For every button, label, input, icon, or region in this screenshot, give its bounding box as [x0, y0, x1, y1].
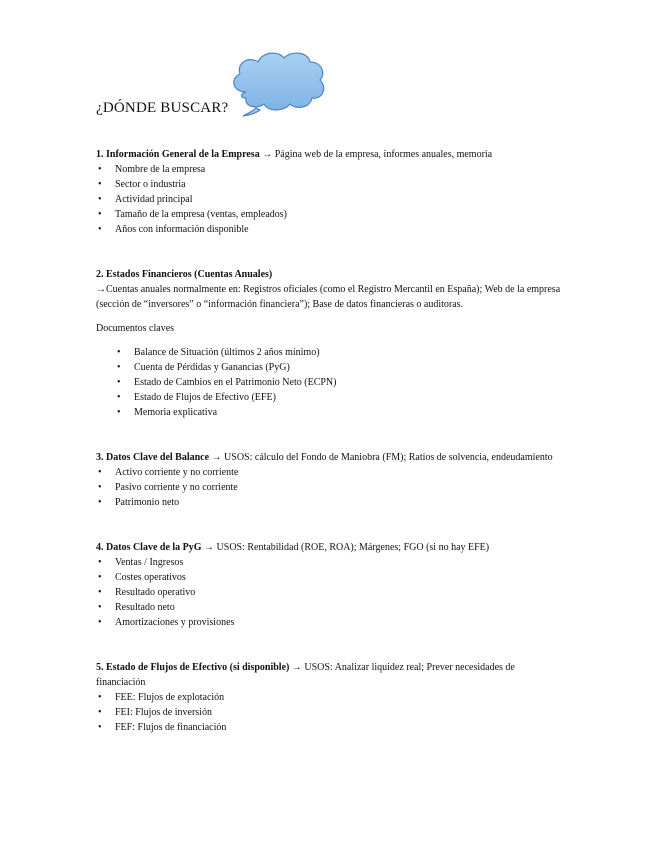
section-4-heading: 4. Datos Clave de la PyG → USOS: Rentabilidad (ROE, ROA); Márgenes; FGO (si no hay EFE) — [96, 542, 490, 553]
list-item: • Cuenta de Pérdidas y Ganancias (PyG) — [96, 360, 566, 375]
section-2-note-paragraph — [96, 282, 566, 312]
section-1-note: Página web de la empresa, informes anuales, memoria — [274, 149, 493, 160]
list-item: • Ventas / Ingresos — [96, 555, 566, 570]
list-item: • Nombre de la empresa — [96, 162, 566, 177]
arrow-right-icon: → — [291, 662, 302, 673]
section-3-note: USOS: cálculo del Fondo de Maniobra (FM); Ratios de solvencia, endeudamiento — [224, 452, 553, 463]
arrow-right-icon: → — [262, 149, 273, 160]
section-3-title: Datos Clave del Balance — [106, 452, 210, 463]
list-item: • Amortizaciones y provisiones — [96, 615, 566, 630]
section-cash-flows — [96, 660, 566, 735]
list-item: • FEF: Flujos de financiación — [96, 720, 566, 735]
section-1-title: Información General de la Empresa — [106, 149, 260, 160]
arrow-right-icon: → — [96, 284, 106, 295]
section-general-info — [96, 147, 566, 237]
list-item: • Estado de Flujos de Efectivo (EFE) — [96, 390, 566, 405]
page-title: ¿DÓNDE BUSCAR? — [96, 100, 229, 116]
section-4-note: USOS: Rentabilidad (ROE, ROA); Márgenes; FGO (si no hay EFE) — [216, 542, 490, 553]
list-item: • Resultado neto — [96, 600, 566, 615]
section-balance-data — [96, 450, 566, 510]
list-item: • Resultado operativo — [96, 585, 566, 600]
list-item: • Activo corriente y no corriente — [96, 465, 566, 480]
list-item: • Memoria explicativa — [96, 405, 566, 420]
list-item: • Tamaño de la empresa (ventas, empleados) — [96, 207, 566, 222]
document-body — [96, 147, 566, 735]
list-item: • Actividad principal — [96, 192, 566, 207]
section-2-list — [96, 345, 566, 420]
section-1-number: 1 — [96, 149, 101, 160]
documents-label: Documentos claves — [96, 323, 175, 334]
section-3-list — [96, 465, 566, 510]
section-5-heading: 5. Estado de Flujos de Efectivo (si disponible) → USOS: Analizar liquidez real; Prever necesidades de financiación — [96, 662, 515, 688]
list-item: • FEI: Flujos de inversión — [96, 705, 566, 720]
section-2-number: 2 — [96, 269, 101, 280]
list-item: • Costes operativos — [96, 570, 566, 585]
section-5-number: 5 — [96, 662, 101, 673]
section-4-number: 4 — [96, 542, 101, 553]
section-1-list — [96, 162, 566, 237]
section-2-note: Cuentas anuales normalmente en: Registros oficiales (como el Registro Mercantil en España); Web de la empresa (sección de “inversores” o “información financiera”); Base de datos financieras o auditoras. — [96, 284, 561, 310]
section-financial-statements — [96, 267, 566, 420]
section-4-title: Datos Clave de la PyG — [106, 542, 202, 553]
list-item: • Balance de Situación (últimos 2 años mínimo) — [96, 345, 566, 360]
section-5-note: USOS: Analizar liquidez real; Prever necesidades de financiación — [96, 662, 515, 688]
section-3-number: 3 — [96, 452, 101, 463]
list-item: • Años con información disponible — [96, 222, 566, 237]
section-5-list — [96, 690, 566, 735]
section-4-list — [96, 555, 566, 630]
section-5-title: Estado de Flujos de Efectivo (si disponible) — [106, 662, 290, 673]
speech-cloud-icon — [226, 48, 330, 120]
section-2-heading: 2. Estados Financieros (Cuentas Anuales) — [96, 269, 273, 280]
list-item: • Sector o industria — [96, 177, 566, 192]
list-item: • Pasivo corriente y no corriente — [96, 480, 566, 495]
list-item: • FEE: Flujos de explotación — [96, 690, 566, 705]
list-item: • Estado de Cambios en el Patrimonio Neto (ECPN) — [96, 375, 566, 390]
arrow-right-icon: → — [204, 542, 215, 553]
arrow-right-icon: → — [211, 452, 222, 463]
section-2-title: Estados Financieros (Cuentas Anuales) — [106, 269, 273, 280]
section-3-heading: 3. Datos Clave del Balance → USOS: cálculo del Fondo de Maniobra (FM); Ratios de solvencia, endeudamiento — [96, 452, 553, 463]
section-pyg-data — [96, 540, 566, 630]
list-item: • Patrimonio neto — [96, 495, 566, 510]
section-1-heading: 1. Información General de la Empresa → Página web de la empresa, informes anuales, memoria — [96, 149, 493, 160]
